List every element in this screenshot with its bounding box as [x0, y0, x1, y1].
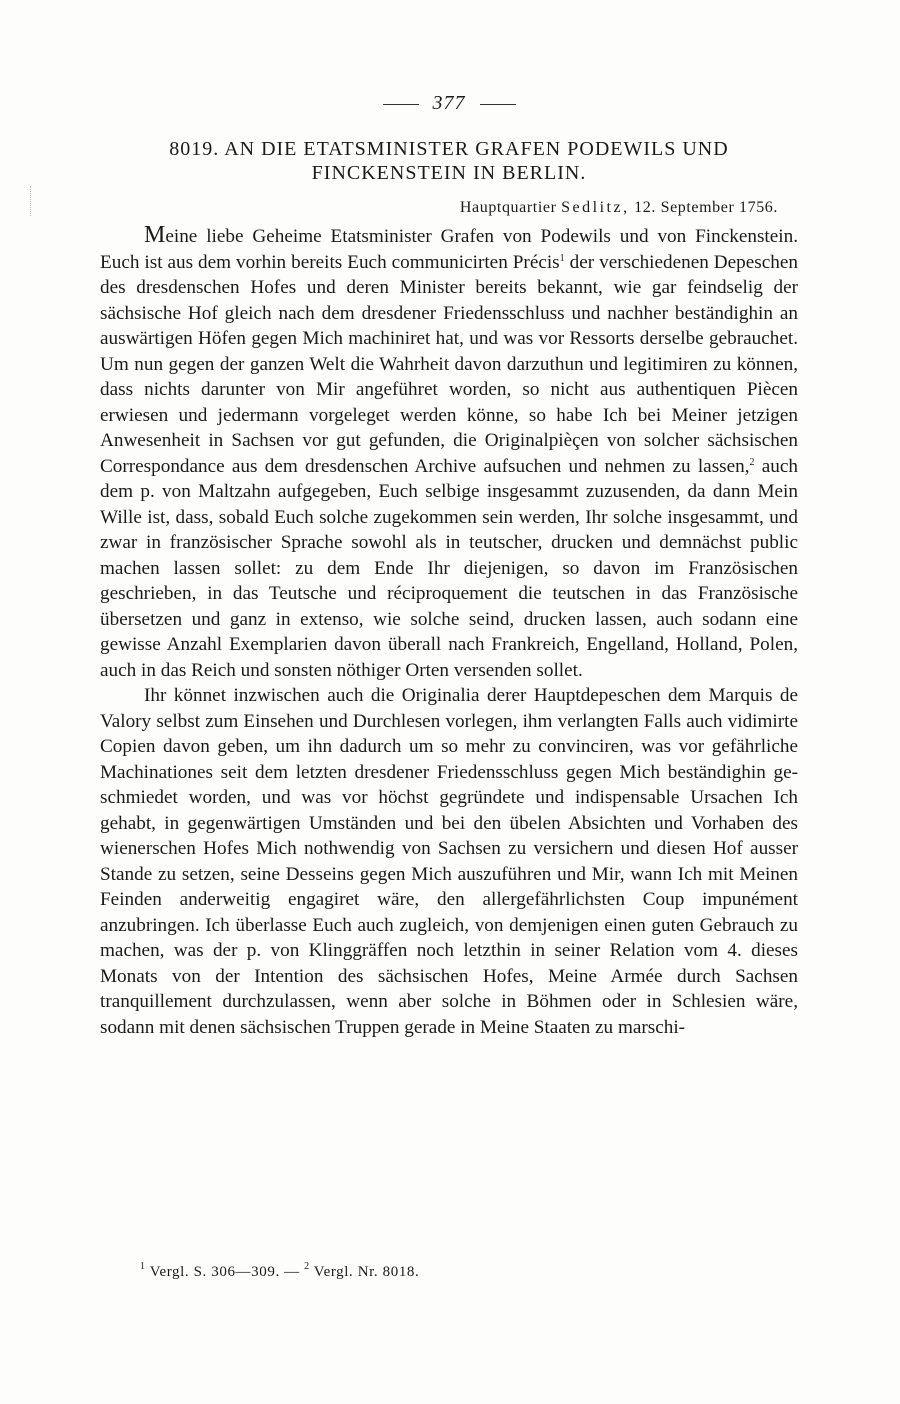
page-number-dash-left [383, 104, 419, 105]
dateline-prefix: Hauptquartier [459, 199, 557, 216]
page-number [100, 92, 798, 115]
footnote-2-text: Vergl. Nr. 8018. [309, 1264, 420, 1280]
footnote-1-mark: 1 [140, 1261, 146, 1272]
paragraph-1 [100, 223, 798, 683]
document-page [100, 92, 798, 1040]
footnote-2-mark: 2 [304, 1261, 310, 1272]
paragraph-1-part-c: auch dem p. von Maltzahn aufgegeben, Euch selbige insgesammt zuzusenden, da dann Mein Wille ist, dass, sobald Euch solche zugekommen sein werden, Ihr solche insgesammt, und zwar in französischer Sprache sowohl als in teutscher, drucken und demnächst public machen lassen sollet: zu dem Ende Ihr diejenigen, so davon im Französischen geschrieben, in das Teutsche und réciproquement die teutschen in das Französische übersetzen und ganz in extenso, wie solche seind, drucken lassen, auch sodann eine gewisse Anzahl Exemplarien davon überall nach Frankreich, Engelland, Holland, Polen, auch in das Reich und sonsten nöthiger Orten versenden sollet. [100, 455, 798, 681]
heading-line-1: 8019. AN DIE ETATSMINISTER GRAFEN PODEWILS UND [169, 138, 729, 160]
page-number-dash-right [480, 104, 516, 105]
footnote-ref-2[interactable]: 2 [749, 456, 755, 468]
paragraph-initial: M [144, 222, 166, 248]
paragraph-1-part-a: eine liebe Geheime Etatsminister Grafen von Podewils und von Finckenstein. Euch ist aus dem vorhin bereits Euch communicirten Précis [100, 226, 798, 273]
margin-mark [30, 186, 32, 216]
dateline [100, 199, 778, 217]
paragraph-2: Ihr könnet inzwischen auch die Originalia derer Hauptdepeschen dem Marquis de Valory selbst zum Einsehen und Durchlesen vorlegen, ihm verlangten Falls auch vidimirte Copien davon geben, um ihn dadurch um so mehr zu convinciren, was vor gefährliche Machinationes seit dem letzten dresdener Friedensschluss gegen Mich beständighin geschmiedet worden, und was vor höchst gegründete und indispensable Ursachen Ich gehabt, in gegenwärtigen Umständen und bei den übelen Absichten und Vorhaben des wienerschen Hofes Mich nothwendig von Sachsen zu versichern und diesen Hof ausser Stande zu setzen, seine Desseins gegen Mich auszuführen und Mir, wann Ich mit Meinen Feinden anderweitig engagiret wäre, den allergefährlichsten Coup impunément anzubringen. Ich überlasse Euch auch zugleich, von demjenigen einen guten Gebrauch zu machen, was der p. von Klinggräffen noch letzthin in seiner Relation vom 4. dieses Monats von der Intention des sächsischen Hofes, Meine Armée durch Sachsen tranquillement durchzulassen, wenn aber solche in Böhmen oder in Schlesien wäre, sodann mit denen sächsischen Truppen gerade in Meine Staaten zu marschi- [100, 685, 798, 1038]
letter-body [100, 223, 798, 1040]
document-heading [100, 137, 798, 185]
footnote-1-text: Vergl. S. 306—309. — [145, 1264, 305, 1280]
dateline-place: Sedlitz, [561, 199, 630, 216]
paragraph-1-part-b: der verschiedenen Depeschen des dresdenschen Hofes und deren Minister bereits bekannt, wie gar feindselig der sächsische Hof gleich nach dem dresdener Friedensschluss und nachher beständighin an auswärtigen Höfen gegen Mich machiniret hat, und was vor Ressorts derselbe gebrauchet. Um nun gegen der ganzen Welt die Wahrheit davon darzuthun und legitimiren zu können, dass nichts darunter von Mir angeführet worden, so nicht aus authentiquen Piècen erwiesen und jedermann vorgeleget werden könne, so habe Ich bei Meiner jetzigen Anwesenheit in Sachsen vor gut gefunden, die Originalpièçen von solcher sächsischen Correspondance aus dem dresdenschen Archive aufsuchen und nehmen zu lassen, [100, 251, 798, 477]
heading-line-2: FINCKENSTEIN IN BERLIN. [311, 162, 587, 184]
page-number-value: 377 [432, 92, 466, 114]
footnotes [140, 1261, 420, 1281]
footnote-ref-1[interactable]: 1 [559, 252, 565, 264]
dateline-date: 12. September 1756. [634, 199, 778, 216]
